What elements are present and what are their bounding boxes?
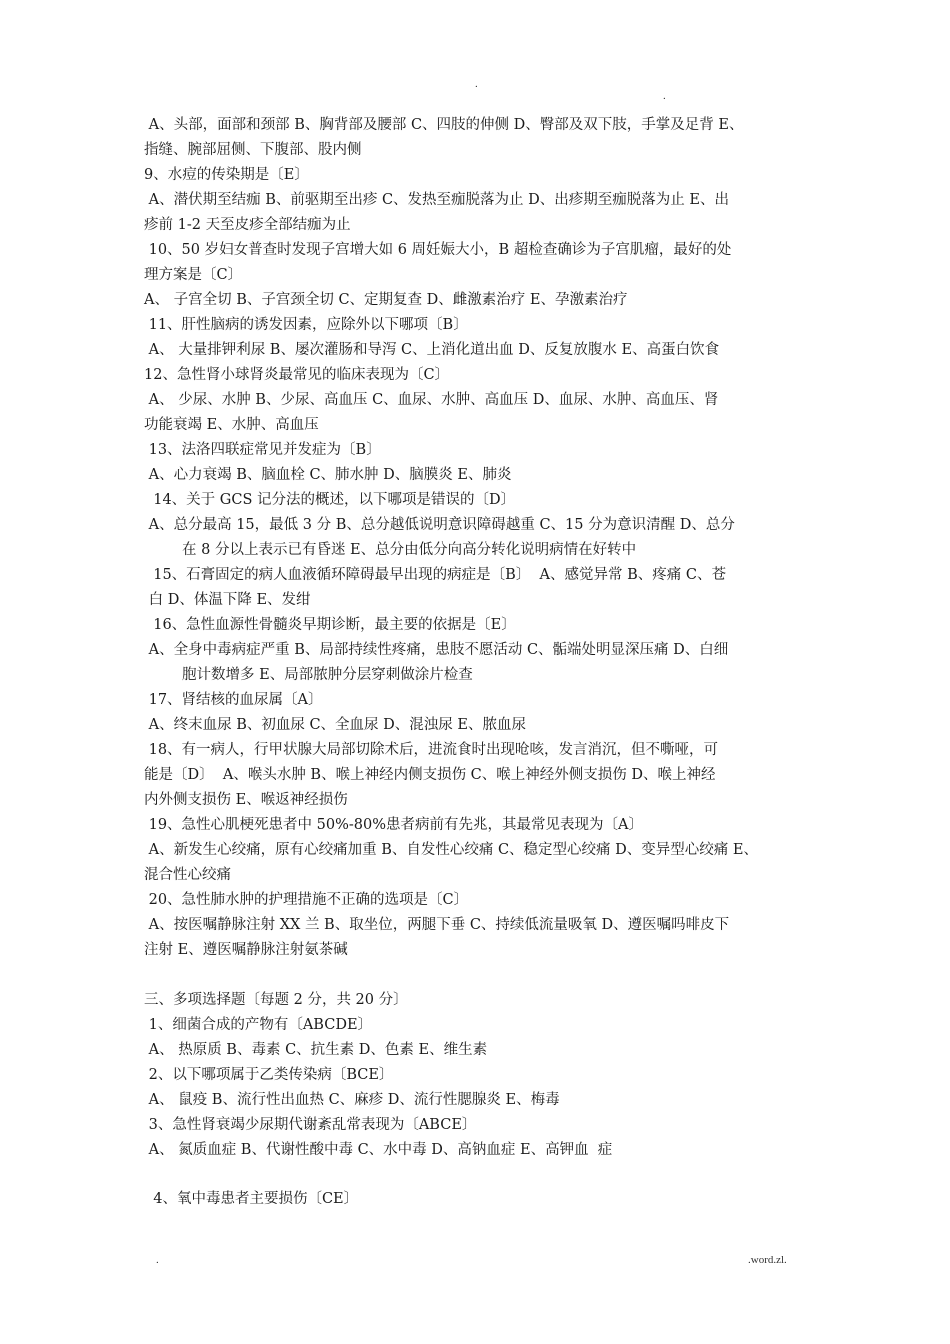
text-line: 13、法洛四联症常见并发症为〔B〕 <box>144 442 381 458</box>
text-line: 17、肾结核的血尿属〔A〕 <box>144 692 323 708</box>
text-line: 2、以下哪项属于乙类传染病〔BCE〕 <box>144 1067 394 1083</box>
text-line: 18、有一病人，行甲状腺大局部切除术后，进流食时出现呛咳，发言消沉，但不嘶哑，可 <box>144 742 719 758</box>
text-line: 注射 E、遵医嘱静脉注射氨茶碱 <box>144 942 348 958</box>
text-line: A、终末血尿 B、初血尿 C、全血尿 D、混浊尿 E、脓血尿 <box>144 717 526 733</box>
text-line: 9、水痘的传染期是〔E〕 <box>144 167 309 183</box>
text-line: 11、肝性脑病的诱发因素，应除外以下哪项〔B〕 <box>144 317 468 333</box>
text-line: 12、急性肾小球肾炎最常见的临床表现为〔C〕 <box>144 367 450 383</box>
text-line: A、心力衰竭 B、脑血栓 C、肺水肿 D、脑膜炎 E、肺炎 <box>144 467 512 483</box>
header-dot-left: . <box>475 78 478 90</box>
footer-watermark: .word.zl. <box>748 1254 787 1266</box>
text-line: 19、急性心肌梗死患者中 50%-80%患者病前有先兆，其最常见表现为〔A〕 <box>144 817 643 833</box>
text-line: A、新发生心绞痛，原有心绞痛加重 B、自发性心绞痛 C、稳定型心绞痛 D、变异型心绞痛 E、 <box>144 842 758 858</box>
text-line: 白 D、体温下降 E、发绀 <box>144 592 311 608</box>
text-line: A、 大量排钾利尿 B、屡次灌肠和导泻 C、上消化道出血 D、反复放腹水 E、高蛋白饮食 <box>144 342 720 358</box>
text-line: 能是〔D〕 A、喉头水肿 B、喉上神经内侧支损伤 C、喉上神经外侧支损伤 D、喉上神经 <box>144 767 716 783</box>
text-line: 胞计数增多 E、局部脓肿分层穿刺做涂片检查 <box>182 667 473 683</box>
text-line: 3、急性肾衰竭少尿期代谢紊乱常表现为〔ABCE〕 <box>144 1117 477 1133</box>
text-line: 1、细菌合成的产物有〔ABCDE〕 <box>144 1017 373 1033</box>
text-line: 20、急性肺水肿的护理措施不正确的选项是〔C〕 <box>144 892 469 908</box>
text-line: A、 氮质血症 B、代谢性酸中毒 C、水中毒 D、高钠血症 E、高钾血 症 <box>144 1142 613 1158</box>
text-line: 15、石膏固定的病人血液循环障碍最早出现的病症是〔B〕 A、感觉异常 B、疼痛 C、苍 <box>144 567 726 583</box>
text-line: 指缝、腕部屈侧、下腹部、股内侧 <box>144 142 362 158</box>
text-line: A、 鼠疫 B、流行性出血热 C、麻疹 D、流行性腮腺炎 E、梅毒 <box>144 1092 560 1108</box>
text-line: A、头部，面部和颈部 B、胸背部及腰部 C、四肢的伸侧 D、臀部及双下肢，手掌及足背 E、 <box>144 117 744 133</box>
text-line: A、 少尿、水肿 B、少尿、高血压 C、血尿、水肿、高血压 D、血尿、水肿、高血压、肾 <box>144 392 719 408</box>
text-line: A、按医嘱静脉注射 XX 兰 B、取坐位，两腿下垂 C、持续低流量吸氧 D、遵医嘱吗啡皮下 <box>144 917 730 933</box>
header-dot-right: . <box>663 90 666 102</box>
text-line: 10、50 岁妇女普查时发现子宫增大如 6 周妊娠大小，B 超检查确诊为子宫肌瘤，最好的处 <box>144 242 732 258</box>
text-line: 16、急性血源性骨髓炎早期诊断，最主要的依据是〔E〕 <box>144 617 516 633</box>
footer-dot: . <box>156 1254 159 1266</box>
text-line: A、总分最高 15，最低 3 分 B、总分越低说明意识障碍越重 C、15 分为意识清醒 D、总分 <box>144 517 735 533</box>
text-line: 疹前 1-2 天至皮疹全部结痂为止 <box>144 217 351 233</box>
text-line: 内外侧支损伤 E、喉返神经损伤 <box>144 792 348 808</box>
text-line: A、潜伏期至结痂 B、前驱期至出疹 C、发热至痂脱落为止 D、出疹期至痂脱落为止 E、出 <box>144 192 729 208</box>
text-line: 在 8 分以上表示已有昏迷 E、总分由低分向高分转化说明病情在好转中 <box>182 542 637 558</box>
document-body <box>144 113 814 1212</box>
text-line: A、全身中毒病症严重 B、局部持续性疼痛，患肢不愿活动 C、骺端处明显深压痛 D、白细 <box>144 642 729 658</box>
text-line: 14、关于 GCS 记分法的概述，以下哪项是错误的〔D〕 <box>144 492 516 508</box>
text-line: A、 热原质 B、毒素 C、抗生素 D、色素 E、维生素 <box>144 1042 488 1058</box>
text-line: A、 子宫全切 B、子宫颈全切 C、定期复查 D、雌激素治疗 E、孕激素治疗 <box>144 292 628 308</box>
text-line: 功能衰竭 E、水肿、高血压 <box>144 417 319 433</box>
text-line: 理方案是〔C〕 <box>144 267 243 283</box>
text-line: 4、氧中毒患者主要损伤〔CE〕 <box>144 1191 359 1207</box>
text-line: 三、多项选择题〔每题 2 分，共 20 分〕 <box>144 992 408 1008</box>
text-line: 混合性心绞痛 <box>144 867 231 883</box>
